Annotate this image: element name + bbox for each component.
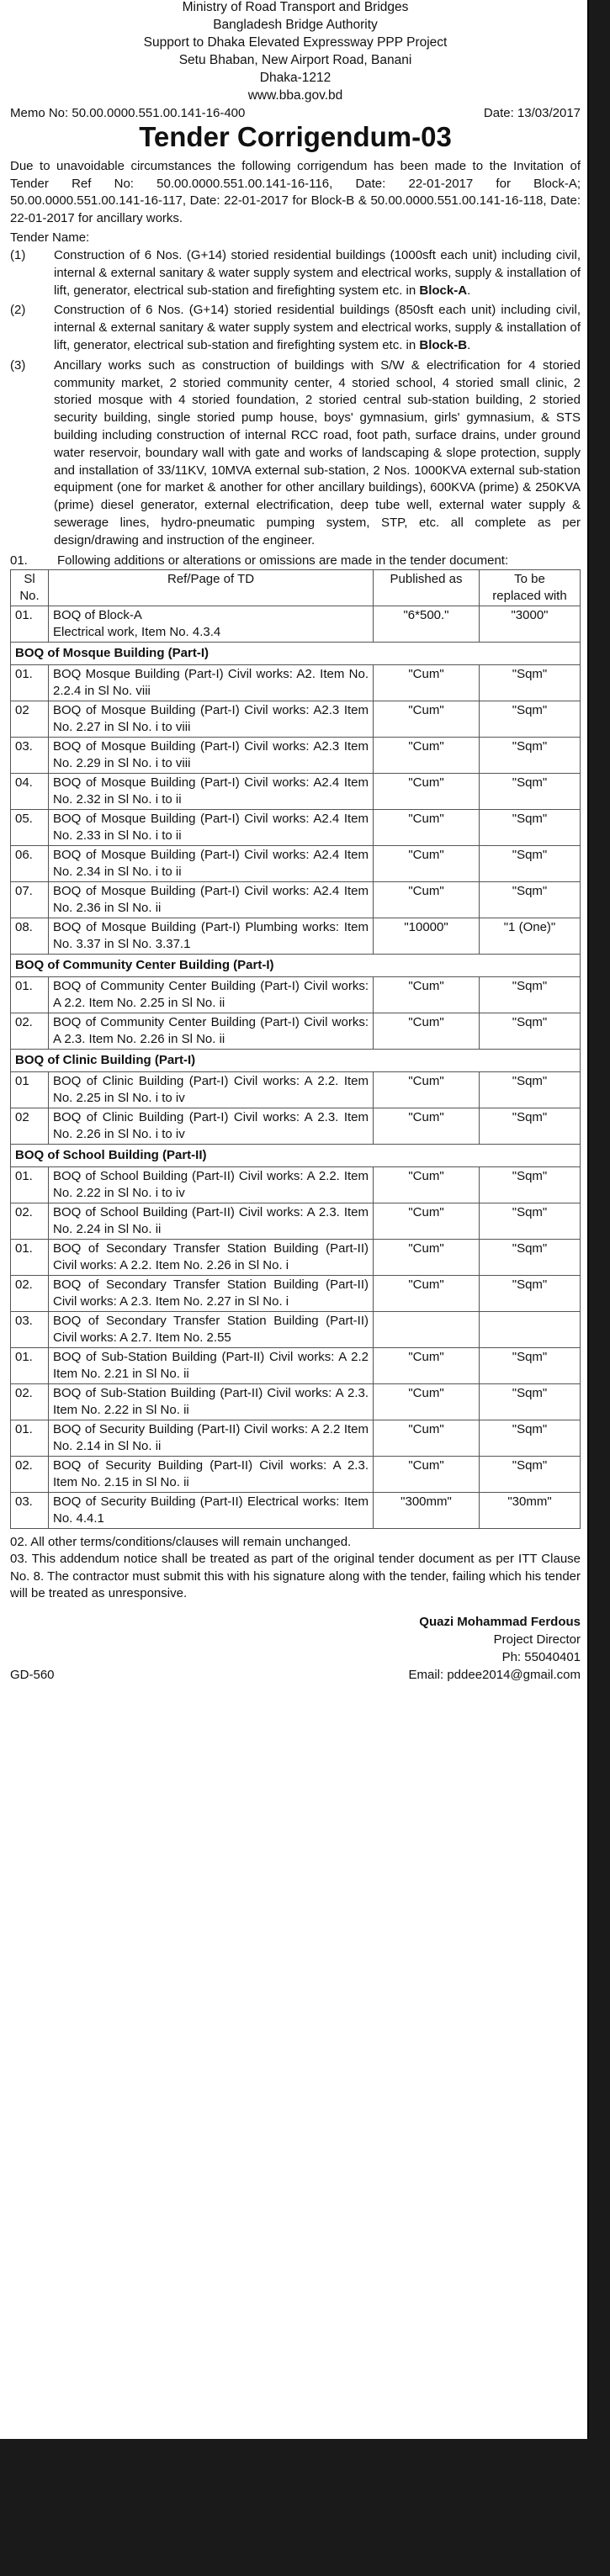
city-line: Dhaka-1212 [259, 71, 332, 85]
intro-paragraph: Due to unavoidable circumstances the following corrigendum has been made to the Invitation of Tender Ref No: 50.00.0000.551.00.141-16-116, Date: 22-01-2017 for Block-A; 50.00.0000.551.00.141-16-117, Date: 22-01-2017 for Block-B & 50.00.0000.551.00.141-16-118, Date: 22-01-2017 for ancillary works. [10, 159, 581, 225]
tender-item-text [54, 357, 581, 550]
cell-ref: BOQ of Sub-Station Building (Part-II) Civil works: A 2.3. Item No. 2.22 in Sl No. ii [49, 1383, 374, 1420]
cell-replaced: "Sqm" [480, 881, 581, 918]
table-row [11, 606, 581, 642]
section-heading: BOQ of School Building (Part-II) [11, 1144, 581, 1166]
table-section-row [11, 1049, 581, 1071]
footer-row [10, 1666, 581, 1684]
cell-replaced: "Sqm" [480, 773, 581, 809]
table-row [11, 1347, 581, 1383]
cell-ref: BOQ of Mosque Building (Part-I) Civil works: A2.3 Item No. 2.27 in Sl No. i to viii [49, 701, 374, 737]
cell-replaced: "Sqm" [480, 976, 581, 1013]
tender-item [10, 357, 581, 550]
tender-item-block: Block-A [419, 283, 468, 298]
cell-replaced: "30mm" [480, 1492, 581, 1528]
cell-ref: BOQ of Secondary Transfer Station Building (Part-II) Civil works: A 2.2. Item No. 2.26 in Sl No. i [49, 1239, 374, 1275]
cell-sl-no: 01. [11, 1239, 49, 1275]
table-header-row [11, 569, 581, 606]
signatory-name: Quazi Mohammad Ferdous [419, 1614, 581, 1629]
cell-sl-no: 01. [11, 606, 49, 642]
cell-sl-no: 01. [11, 1347, 49, 1383]
memo-number: Memo No: 50.00.0000.551.00.141-16-400 [10, 106, 246, 120]
tender-item-end: . [467, 283, 471, 298]
cell-ref: BOQ of Security Building (Part-II) Civil works: A 2.3. Item No. 2.15 in Sl No. ii [49, 1456, 374, 1492]
ministry-line: Ministry of Road Transport and Bridges [182, 0, 409, 14]
cell-replaced: "Sqm" [480, 809, 581, 845]
cell-sl-no: 01. [11, 664, 49, 701]
cell-sl-no: 02. [11, 1383, 49, 1420]
changes-intro [10, 553, 581, 569]
tender-item [10, 247, 581, 299]
table-row [11, 664, 581, 701]
cell-sl-no: 02. [11, 1275, 49, 1311]
cell-ref: BOQ of Mosque Building (Part-I) Civil works: A2.4 Item No. 2.36 in Sl No. ii [49, 881, 374, 918]
cell-published: "Cum" [374, 809, 480, 845]
tender-item-list [10, 247, 581, 550]
cell-replaced: "Sqm" [480, 1347, 581, 1383]
cell-replaced: "1 (One)" [480, 918, 581, 954]
section-heading: BOQ of Mosque Building (Part-I) [11, 642, 581, 664]
table-row [11, 1383, 581, 1420]
cell-ref: BOQ of Sub-Station Building (Part-II) Civil works: A 2.2 Item No. 2.21 in Sl No. ii [49, 1347, 374, 1383]
cell-replaced: "Sqm" [480, 1108, 581, 1144]
cell-sl-no: 01. [11, 1166, 49, 1203]
section-heading: BOQ of Clinic Building (Part-I) [11, 1049, 581, 1071]
cell-published: "Cum" [374, 701, 480, 737]
website-line: www.bba.gov.bd [247, 88, 343, 103]
cell-ref: BOQ of School Building (Part-II) Civil works: A 2.3. Item No. 2.24 in Sl No. ii [49, 1203, 374, 1239]
cell-replaced: "Sqm" [480, 1383, 581, 1420]
cell-published: "Cum" [374, 1203, 480, 1239]
cell-sl-no: 02. [11, 1013, 49, 1049]
table-row [11, 845, 581, 881]
letterhead [10, 0, 581, 104]
cell-published: "Cum" [374, 773, 480, 809]
cell-published: "Cum" [374, 1347, 480, 1383]
cell-sl-no: 01. [11, 1420, 49, 1456]
cell-published: "Cum" [374, 664, 480, 701]
cell-replaced: "Sqm" [480, 1456, 581, 1492]
table-row [11, 773, 581, 809]
cell-published: "Cum" [374, 1013, 480, 1049]
cell-published: "300mm" [374, 1492, 480, 1528]
table-row [11, 701, 581, 737]
cell-replaced: "Sqm" [480, 1071, 581, 1108]
cell-ref: BOQ of Mosque Building (Part-I) Civil works: A2.4 Item No. 2.33 in Sl No. i to ii [49, 809, 374, 845]
page-title: Tender Corrigendum-03 [139, 121, 452, 152]
changes-intro-text: Following additions or alterations or omissions are made in the tender document: [57, 553, 509, 568]
signatory-title: Project Director [493, 1632, 581, 1647]
table-row [11, 1013, 581, 1049]
cell-sl-no: 06. [11, 845, 49, 881]
table-row [11, 881, 581, 918]
table-row [11, 976, 581, 1013]
cell-ref: BOQ of Mosque Building (Part-I) Civil works: A2.4 Item No. 2.32 in Sl No. i to ii [49, 773, 374, 809]
cell-sl-no: 01 [11, 1071, 49, 1108]
cell-replaced: "Sqm" [480, 701, 581, 737]
tender-item-body: Construction of 6 Nos. (G+14) storied residential buildings (1000sft each unit) including civil, internal & external sanitary & water supply system and electrical works, supply & installation of lift, generator, electrical sub-station and firefighting system etc. in [54, 248, 581, 298]
memo-date: Date: 13/03/2017 [483, 106, 581, 120]
cell-ref: BOQ of Security Building (Part-II) Civil works: A 2.2 Item No. 2.14 in Sl No. ii [49, 1420, 374, 1456]
cell-sl-no: 02 [11, 1108, 49, 1144]
cell-published: "Cum" [374, 1456, 480, 1492]
signatory-email: Email: pddee2014@gmail.com [408, 1667, 581, 1682]
table-row [11, 1456, 581, 1492]
corrigendum-table [10, 569, 581, 1529]
cell-published: "Cum" [374, 1071, 480, 1108]
table-row [11, 1275, 581, 1311]
tender-item-end: . [467, 337, 471, 352]
cell-published: "Cum" [374, 1383, 480, 1420]
cell-replaced: "Sqm" [480, 1420, 581, 1456]
footer-code: GD-560 [10, 1667, 55, 1682]
cell-replaced [480, 1311, 581, 1347]
cell-sl-no: 05. [11, 809, 49, 845]
table-body [11, 606, 581, 1528]
signature-block [10, 1613, 581, 1666]
note-addendum: 03. This addendum notice shall be treated as part of the original tender document as per ITT Clause No. 8. The contractor must submit this with his signature along with the tender, failing which his tender will be treated as unresponsive. [10, 1552, 581, 1601]
cell-sl-no: 02. [11, 1456, 49, 1492]
table-row [11, 809, 581, 845]
memo-row [10, 105, 581, 121]
cell-replaced: "Sqm" [480, 1275, 581, 1311]
cell-ref: BOQ of Secondary Transfer Station Building (Part-II) Civil works: A 2.7. Item No. 2.55 [49, 1311, 374, 1347]
cell-published: "Cum" [374, 1420, 480, 1456]
table-row [11, 737, 581, 773]
cell-ref: BOQ of Block-A Electrical work, Item No. 4.3.4 [49, 606, 374, 642]
section-heading: BOQ of Community Center Building (Part-I) [11, 954, 581, 976]
cell-sl-no: 01. [11, 976, 49, 1013]
cell-ref: BOQ of Community Center Building (Part-I) Civil works: A 2.3. Item No. 2.26 in Sl No. ii [49, 1013, 374, 1049]
tender-item-body: Construction of 6 Nos. (G+14) storied residential buildings (850sft each unit) including civil, internal & external sanitary & water supply system and electrical works, supply & installation of lift, generator, electrical sub-station and firefighting system etc. in [54, 303, 581, 352]
table-row [11, 1420, 581, 1456]
cell-ref: BOQ of Clinic Building (Part-I) Civil works: A 2.2. Item No. 2.25 in Sl No. i to iv [49, 1071, 374, 1108]
cell-published: "Cum" [374, 881, 480, 918]
cell-replaced: "Sqm" [480, 737, 581, 773]
table-row [11, 1203, 581, 1239]
cell-sl-no: 02. [11, 1203, 49, 1239]
project-line: Support to Dhaka Elevated Expressway PPP Project [143, 35, 448, 50]
authority-line: Bangladesh Bridge Authority [213, 18, 378, 32]
cell-published: "6*500." [374, 606, 480, 642]
cell-published: "Cum" [374, 1239, 480, 1275]
cell-sl-no: 08. [11, 918, 49, 954]
cell-replaced: "Sqm" [480, 845, 581, 881]
tender-name-label: Tender Name: [10, 230, 90, 245]
table-row [11, 1071, 581, 1108]
cell-ref: BOQ of Security Building (Part-II) Electrical works: Item No. 4.4.1 [49, 1492, 374, 1528]
table-row [11, 1239, 581, 1275]
header-sl-no: Sl No. [11, 569, 49, 606]
cell-ref: BOQ of Mosque Building (Part-I) Plumbing works: Item No. 3.37 in Sl No. 3.37.1 [49, 918, 374, 954]
tender-item [10, 302, 581, 354]
table-row [11, 1108, 581, 1144]
cell-ref: BOQ of Clinic Building (Part-I) Civil works: A 2.3. Item No. 2.26 in Sl No. i to iv [49, 1108, 374, 1144]
header-replaced-with: To be replaced with [480, 569, 581, 606]
cell-sl-no: 04. [11, 773, 49, 809]
cell-ref: BOQ Mosque Building (Part-I) Civil works: A2. Item No. 2.2.4 in Sl No. viii [49, 664, 374, 701]
cell-published: "Cum" [374, 976, 480, 1013]
table-row [11, 1492, 581, 1528]
cell-published [374, 1311, 480, 1347]
tender-item-text [54, 247, 581, 299]
cell-ref: BOQ of Mosque Building (Part-I) Civil works: A2.3 Item No. 2.29 in Sl No. i to viii [49, 737, 374, 773]
cell-published: "Cum" [374, 737, 480, 773]
cell-published: "Cum" [374, 1275, 480, 1311]
cell-sl-no: 03. [11, 737, 49, 773]
cell-ref: BOQ of School Building (Part-II) Civil works: A 2.2. Item No. 2.22 in Sl No. i to iv [49, 1166, 374, 1203]
table-row [11, 918, 581, 954]
note-unchanged: 02. All other terms/conditions/clauses will remain unchanged. [10, 1534, 352, 1549]
tender-item-block: Block-B [419, 337, 468, 352]
changes-intro-number: 01. [10, 553, 28, 568]
table-row [11, 1166, 581, 1203]
cell-published: "10000" [374, 918, 480, 954]
cell-ref: BOQ of Secondary Transfer Station Building (Part-II) Civil works: A 2.3. Item No. 2.27 in Sl No. i [49, 1275, 374, 1311]
cell-sl-no: 07. [11, 881, 49, 918]
cell-replaced: "Sqm" [480, 1166, 581, 1203]
cell-ref: BOQ of Community Center Building (Part-I) Civil works: A 2.2. Item No. 2.25 in Sl No. ii [49, 976, 374, 1013]
tender-item-number: (2) [10, 303, 26, 318]
cell-replaced: "Sqm" [480, 1203, 581, 1239]
cell-published: "Cum" [374, 1108, 480, 1144]
table-section-row [11, 954, 581, 976]
cell-replaced: "Sqm" [480, 664, 581, 701]
table-section-row [11, 1144, 581, 1166]
tender-item-number: (1) [10, 248, 26, 262]
signatory-phone: Ph: 55040401 [501, 1649, 581, 1664]
cell-sl-no: 03. [11, 1492, 49, 1528]
header-published-as: Published as [374, 569, 480, 606]
cell-published: "Cum" [374, 1166, 480, 1203]
tender-item-text [54, 302, 581, 354]
cell-replaced: "Sqm" [480, 1239, 581, 1275]
cell-sl-no: 02 [11, 701, 49, 737]
header-ref-page: Ref/Page of TD [49, 569, 374, 606]
address-line: Setu Bhaban, New Airport Road, Banani [178, 53, 412, 67]
cell-ref: BOQ of Mosque Building (Part-I) Civil works: A2.4 Item No. 2.34 in Sl No. i to ii [49, 845, 374, 881]
cell-replaced: "Sqm" [480, 1013, 581, 1049]
tender-item-number: (3) [10, 357, 26, 373]
table-section-row [11, 642, 581, 664]
cell-replaced: "3000" [480, 606, 581, 642]
table-row [11, 1311, 581, 1347]
cell-sl-no: 03. [11, 1311, 49, 1347]
tender-item-body: Ancillary works such as construction of buildings with S/W & electrification for 4 storied community market, 2 storied community center, 4 storied school, 4 storied small clinic, 2 storied mosque with 4 storied foundation, 2 storied central sub-station building, 2 storied security building, single storied pump house, boys' gymnasium, girls' gymnasium, & STS building including construction of internal RCC road, foot path, surface drains, under ground water reservoir, boundary wall with gate and works of landscaping & slope protection, supply and installation of 33/11KV, 10MVA external sub-station, 2 Nos. 1000KVA external sub-station equipment (one for market & another for other ancillary buildings), 600KVA (prime) & 250KVA (prime) diesel generator, external electrification, deep tube well, external water supply & sewerage lines, hydro-pneumatic pumping system, STP, etc. all complete as per design/drawing and instruction of the engineer. [54, 357, 581, 547]
cell-published: "Cum" [374, 845, 480, 881]
